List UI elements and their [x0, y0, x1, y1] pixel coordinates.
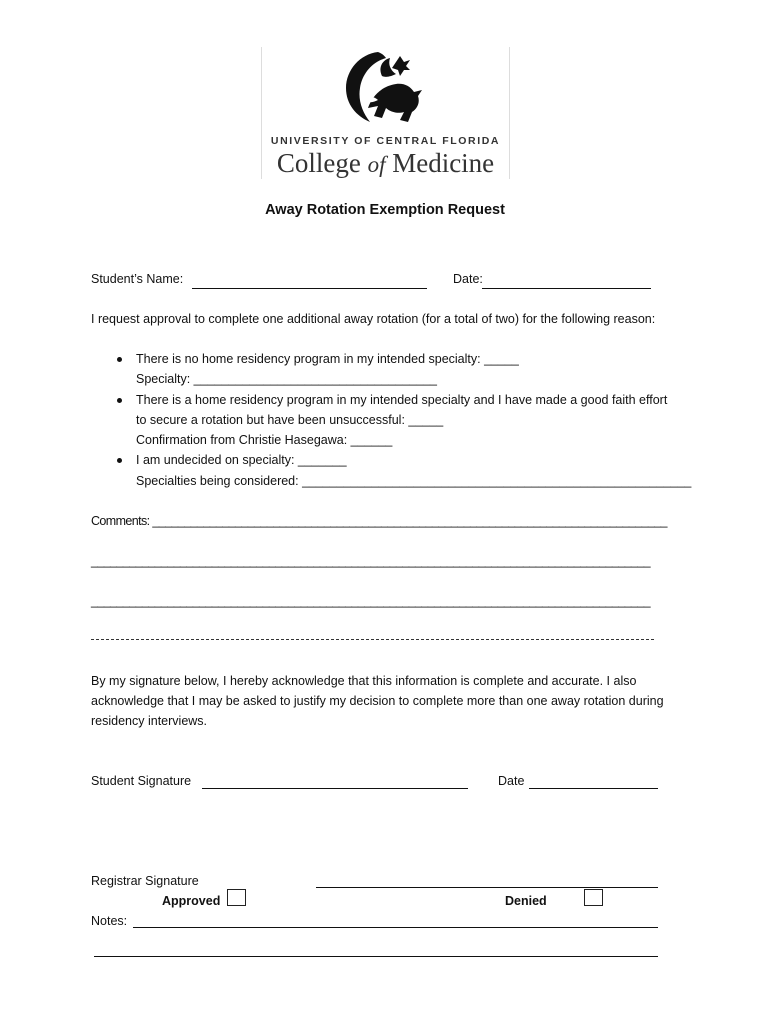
bullet2-line3: Confirmation from Christie Hasegawa: ______ — [136, 433, 393, 447]
bullet1-line2: Specialty: ___________________________________ — [136, 372, 437, 386]
student-signature-label: Student Signature — [91, 774, 192, 788]
comments-line-3[interactable]: ________________________________________________________________________________________ — [91, 594, 650, 608]
registrar-signature-field[interactable] — [316, 887, 658, 888]
date-field[interactable] — [482, 288, 651, 289]
denied-checkbox[interactable] — [584, 889, 603, 906]
approved-checkbox[interactable] — [227, 889, 246, 906]
bullet2-line2: to secure a rotation but have been unsuccessful: _____ — [136, 413, 444, 427]
bullet-3 — [117, 458, 122, 463]
university-name: UNIVERSITY OF CENTRAL FLORIDA — [270, 135, 501, 147]
date-label-2: Date — [498, 774, 525, 788]
student-signature-field[interactable] — [202, 788, 468, 789]
bullet2-line1: There is a home residency program in my intended specialty and I have made a good faith effort — [136, 393, 668, 407]
pegasus-logo-icon — [338, 46, 434, 128]
comments-label[interactable]: Comments: _________________________________________________________________________________ — [91, 514, 667, 528]
request-text: I request approval to complete one additional away rotation (for a total of two) for the following reason: — [91, 312, 656, 326]
signature-date-field[interactable] — [529, 788, 658, 789]
bullet-2 — [117, 398, 122, 403]
bullet-1 — [117, 357, 122, 362]
college-name: College of Medicine — [276, 148, 495, 178]
comments-line-2[interactable]: ________________________________________________________________________________________ — [91, 554, 650, 568]
date-label: Date: — [453, 272, 483, 286]
student-name-field[interactable] — [192, 288, 427, 289]
ack-line-3: residency interviews. — [91, 714, 208, 728]
denied-label: Denied — [505, 894, 547, 908]
ack-line-2: acknowledge that I may be asked to justify my decision to complete more than one away rotation during — [91, 694, 664, 708]
logo-frame-right — [509, 47, 510, 179]
notes-field[interactable] — [133, 927, 658, 928]
notes-field-line-2[interactable] — [94, 956, 658, 957]
bullet3-line2: Specialties being considered: ________________________________________________________ — [136, 474, 692, 488]
form-title: Away Rotation Exemption Request — [265, 202, 505, 218]
student-name-label: Student’s Name: — [91, 272, 184, 286]
bullet3-line1: I am undecided on specialty: _______ — [136, 453, 347, 467]
ack-line-1: By my signature below, I hereby acknowledge that this information is complete and accurate. I also — [91, 674, 637, 688]
bullet1-line1: There is no home residency program in my intended specialty: _____ — [136, 352, 519, 366]
comments-line-4[interactable] — [91, 639, 654, 640]
notes-label: Notes: — [91, 914, 128, 928]
approved-label: Approved — [162, 894, 221, 908]
registrar-signature-label: Registrar Signature — [91, 874, 199, 888]
